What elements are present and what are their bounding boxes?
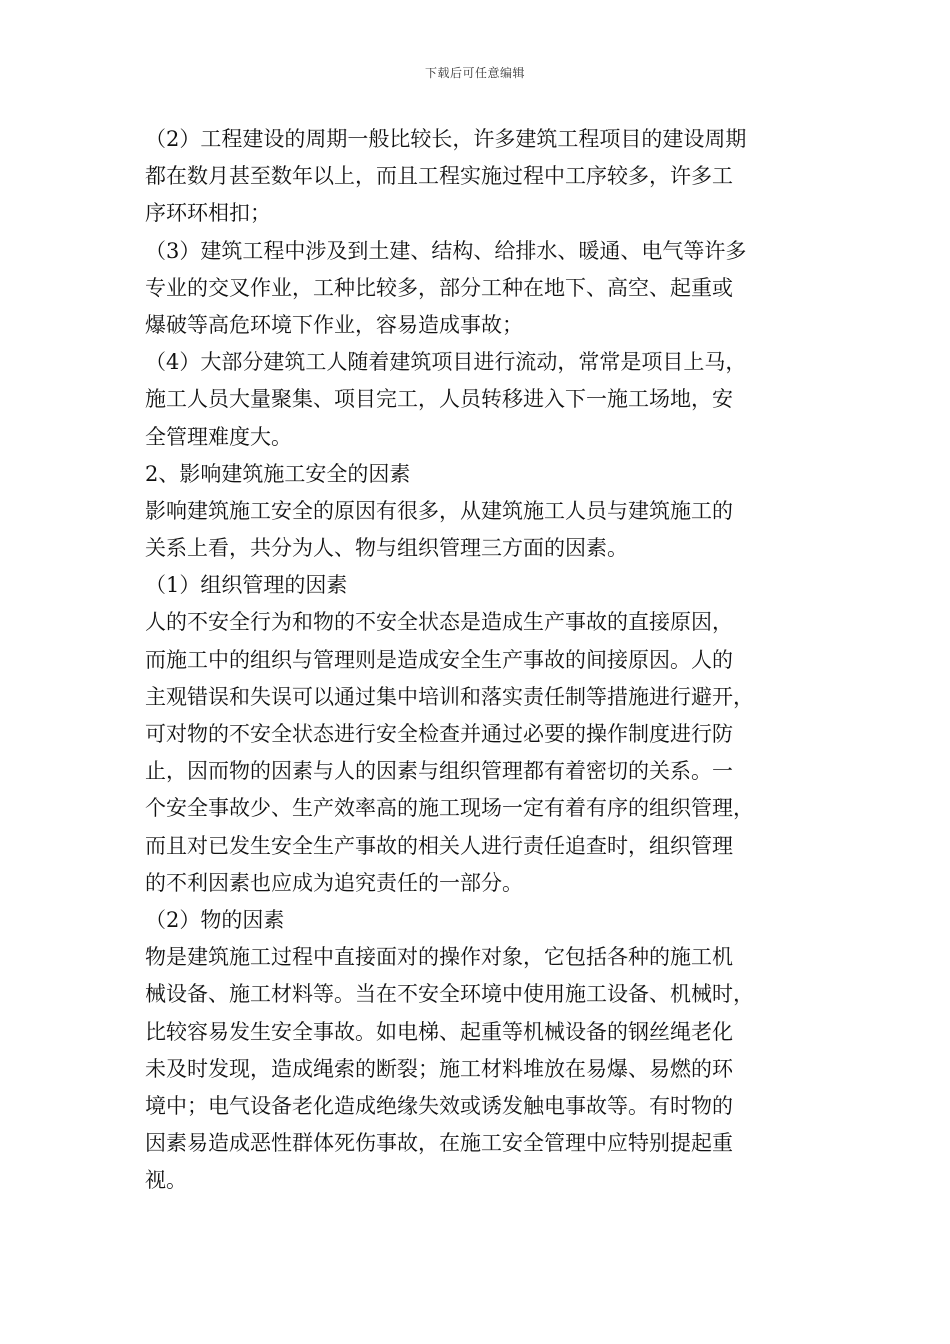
- text-line: 而施工中的组织与管理则是造成安全生产事故的间接原因。人的: [145, 647, 733, 672]
- text-line: 物是建筑施工过程中直接面对的操作对象，它包括各种的施工机: [145, 945, 733, 970]
- text-line: 的不利因素也应成为追究责任的一部分。: [145, 870, 523, 895]
- text-line: 人的不安全行为和物的不安全状态是造成生产事故的直接原因，: [145, 610, 733, 635]
- body-text: [145, 121, 785, 1199]
- text-line: （4）大部分建筑工人随着建筑项目进行流动，常常是项目上马，: [145, 350, 747, 375]
- text-line: 境中；电气设备老化造成绝缘失效或诱发触电事故等。有时物的: [145, 1093, 733, 1118]
- text-line: 都在数月甚至数年以上，而且工程实施过程中工序较多，许多工: [145, 164, 733, 189]
- text-line: （2）工程建设的周期一般比较长，许多建筑工程项目的建设周期: [145, 127, 747, 151]
- text-line: 主观错误和失误可以通过集中培训和落实责任制等措施进行避开，: [145, 684, 754, 709]
- text-line: 关系上看，共分为人、物与组织管理三方面的因素。: [145, 536, 628, 561]
- text-line: 施工人员大量聚集、项目完工，人员转移进入下一施工场地，安: [145, 387, 733, 412]
- subsection-heading: （1）组织管理的因素: [145, 573, 348, 598]
- section-heading: 2、影响建筑施工安全的因素: [145, 461, 411, 486]
- text-line: 爆破等高危环境下作业，容易造成事故；: [145, 312, 523, 337]
- text-line: 比较容易发生安全事故。如电梯、起重等机械设备的钢丝绳老化: [145, 1019, 733, 1044]
- text-line: 个安全事故少、生产效率高的施工现场一定有着有序的组织管理，: [145, 796, 754, 821]
- text-line: （3）建筑工程中涉及到土建、结构、给排水、暖通、电气等许多: [145, 238, 747, 263]
- text-line: 视。: [145, 1168, 187, 1193]
- text-line: 可对物的不安全状态进行安全检查并通过必要的操作制度进行防: [145, 722, 733, 746]
- page-header: 下载后可任意编辑: [424, 66, 525, 80]
- text-line: 全管理难度大。: [145, 424, 292, 449]
- subsection-heading: （2）物的因素: [145, 907, 285, 932]
- text-line: 因素易造成恶性群体死伤事故，在施工安全管理中应特别提起重: [145, 1131, 733, 1156]
- text-line: 械设备、施工材料等。当在不安全环境中使用施工设备、机械时，: [145, 982, 754, 1007]
- text-line: 专业的交叉作业，工种比较多，部分工种在地下、高空、起重或: [145, 275, 733, 300]
- text-line: 止，因而物的因素与人的因素与组织管理都有着密切的关系。一: [145, 759, 733, 784]
- text-line: 未及时发现，造成绳索的断裂；施工材料堆放在易爆、易燃的环: [145, 1056, 733, 1081]
- text-line: 而且对已发生安全生产事故的相关人进行责任追查时，组织管理: [145, 833, 733, 858]
- text-line: 序环环相扣；: [145, 201, 271, 226]
- text-line: 影响建筑施工安全的原因有很多，从建筑施工人员与建筑施工的: [145, 498, 733, 523]
